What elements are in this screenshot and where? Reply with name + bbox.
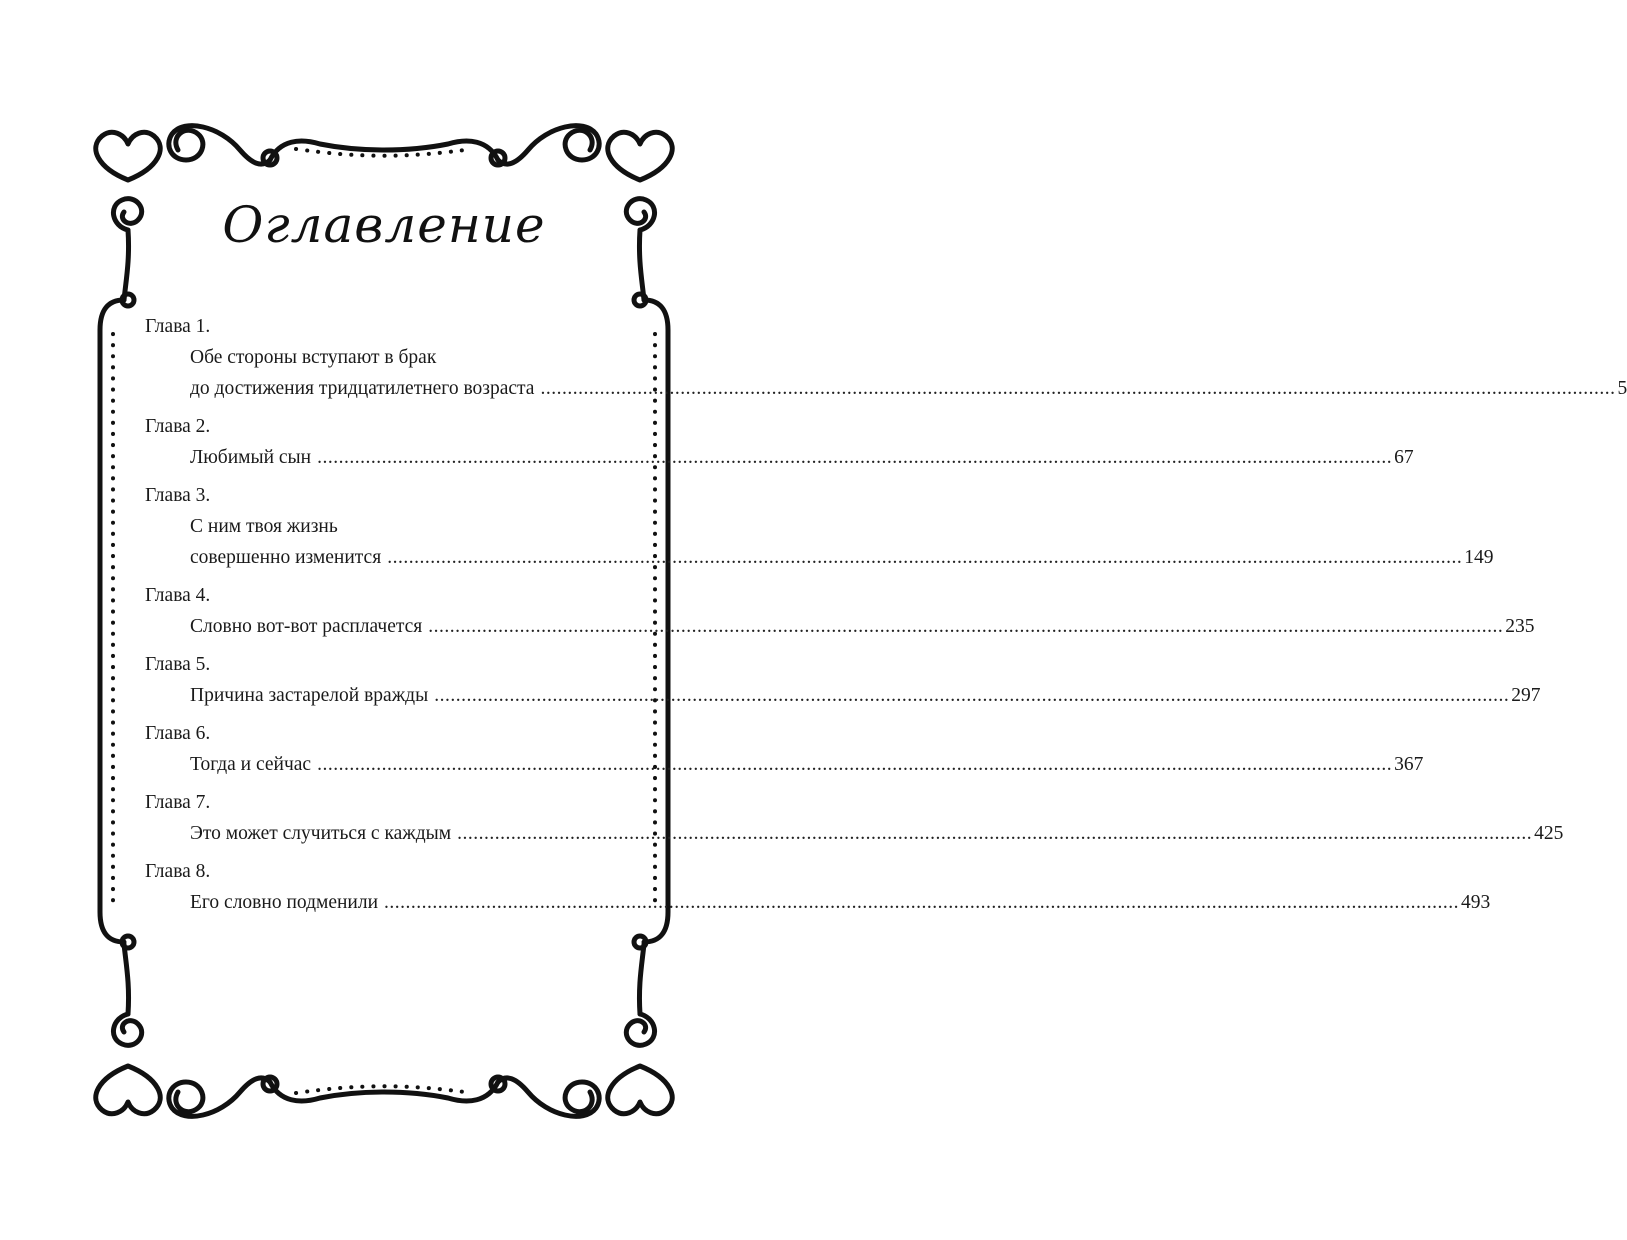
chapter-title: Это может случиться с каждым <box>190 823 452 844</box>
page-number: 425 <box>1534 823 1564 844</box>
dot-leader: ........................................................................................................................................................................................................ <box>540 378 1616 399</box>
toc-entry[interactable] <box>145 650 1541 711</box>
dot-leader: ........................................................................................................................................................................................................ <box>384 892 1460 913</box>
table-of-contents <box>145 312 1627 926</box>
heart-icon <box>608 1066 672 1114</box>
chapter-title-row <box>190 442 1414 473</box>
chapter-title: Любимый сын <box>190 447 312 468</box>
dot-leader: ........................................................................................................................................................................................................ <box>317 754 1393 775</box>
chapter-title-line: С ним твоя жизнь <box>190 516 338 537</box>
page-number: 367 <box>1394 754 1424 775</box>
chapter-title-line: Обе стороны вступают в брак <box>190 347 437 368</box>
toc-entry[interactable] <box>145 788 1564 849</box>
toc-entry[interactable] <box>145 481 1494 573</box>
chapter-label: Глава 2. <box>145 416 211 437</box>
chapter-title: до достижения тридцатилетнего возраста <box>190 378 535 399</box>
heart-icon <box>608 132 672 180</box>
chapter-title-row <box>190 818 1564 849</box>
page-title: Оглавление <box>222 196 546 254</box>
toc-entry[interactable] <box>145 857 1491 918</box>
page-number: 235 <box>1505 616 1535 637</box>
chapter-title: Его словно подменили <box>190 892 379 913</box>
page-number: 149 <box>1464 547 1494 568</box>
page-number: 297 <box>1511 685 1541 706</box>
chapter-label: Глава 7. <box>145 792 211 813</box>
chapter-title-row <box>190 373 1627 404</box>
chapter-title: Тогда и сейчас <box>190 754 312 775</box>
chapter-title-row <box>190 542 1494 573</box>
chapter-label: Глава 6. <box>145 723 211 744</box>
chapter-title-row <box>190 611 1535 642</box>
chapter-title-row <box>190 887 1491 918</box>
dot-leader: ........................................................................................................................................................................................................ <box>457 823 1533 844</box>
toc-entry[interactable] <box>145 312 1627 404</box>
chapter-label: Глава 8. <box>145 861 211 882</box>
dot-leader: ........................................................................................................................................................................................................ <box>428 616 1504 637</box>
toc-entry[interactable] <box>145 412 1414 473</box>
dot-leader: ........................................................................................................................................................................................................ <box>434 685 1510 706</box>
toc-entry[interactable] <box>145 719 1424 780</box>
dot-leader: ........................................................................................................................................................................................................ <box>317 447 1393 468</box>
page-number: 5 <box>1617 378 1627 399</box>
chapter-title: Причина застарелой вражды <box>190 685 429 706</box>
chapter-title: Словно вот-вот расплачется <box>190 616 423 637</box>
chapter-label: Глава 5. <box>145 654 211 675</box>
toc-entry[interactable] <box>145 581 1535 642</box>
chapter-label: Глава 4. <box>145 585 211 606</box>
dot-leader: ........................................................................................................................................................................................................ <box>387 547 1463 568</box>
page-number: 67 <box>1394 447 1414 468</box>
chapter-title: совершенно изменится <box>190 547 382 568</box>
chapter-title-row <box>190 680 1541 711</box>
heart-icon <box>96 132 160 180</box>
chapter-title-row <box>190 749 1424 780</box>
chapter-label: Глава 3. <box>145 485 211 506</box>
chapter-label: Глава 1. <box>145 316 211 337</box>
heart-icon <box>96 1066 160 1114</box>
page-number: 493 <box>1461 892 1491 913</box>
